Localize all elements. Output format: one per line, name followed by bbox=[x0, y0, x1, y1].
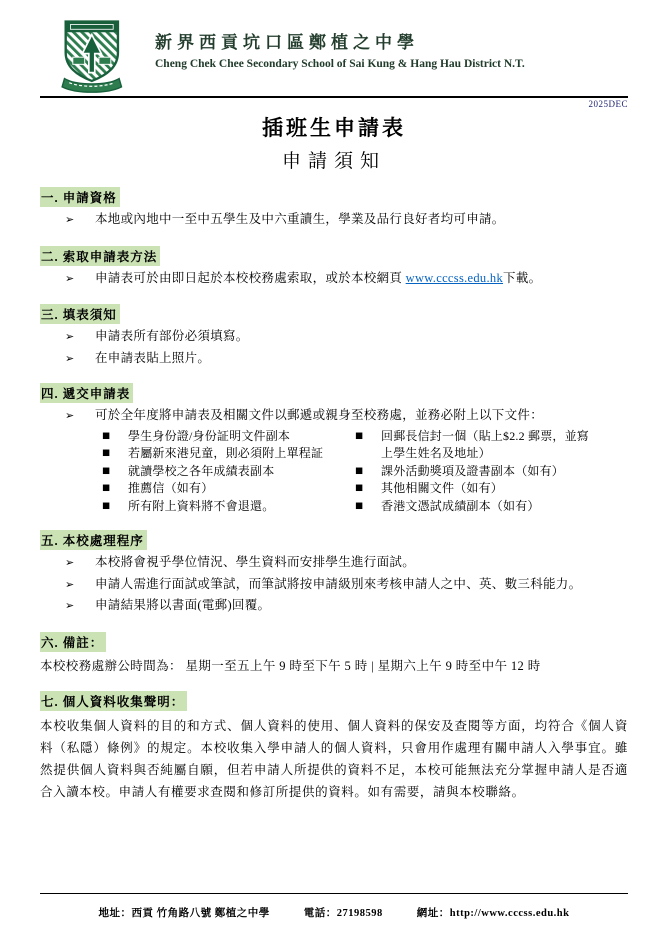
bullet-text: 申請人需進行面試或筆試，而筆試將按申請級別來考核申請人之中、英、數三科能力。 bbox=[95, 576, 582, 591]
school-name-english: Cheng Chek Chee Secondary School of Sai Kung & Hang Hau District N.T. bbox=[155, 58, 525, 70]
document-item bbox=[102, 463, 355, 481]
footer-phone: 電話：27198598 bbox=[303, 908, 383, 919]
section-submission bbox=[40, 383, 628, 515]
section-form-filling bbox=[40, 304, 628, 367]
page-footer bbox=[40, 893, 628, 920]
section-heading: 五. 本校處理程序 bbox=[40, 530, 147, 550]
bullet-item bbox=[40, 554, 628, 572]
document-text: 所有附上資料將不會退還。 bbox=[128, 498, 275, 513]
bullet-item bbox=[40, 407, 628, 425]
square-bullet-icon: ■ bbox=[102, 448, 111, 458]
document-text: 上學生姓名及地址） bbox=[381, 446, 491, 460]
footer-address: 地址：西貢 竹角路八號 鄭植之中學 bbox=[98, 908, 270, 919]
section-heading: 七. 個人資料收集聲明： bbox=[40, 691, 187, 711]
document-text: 若屬新來港兒童，則必須附上單程証 bbox=[128, 446, 324, 460]
arrow-bullet-icon: ➢ bbox=[65, 351, 75, 365]
bullet-text: 申請結果將以書面(電郵)回覆。 bbox=[95, 598, 271, 612]
square-bullet-icon: ■ bbox=[355, 430, 364, 441]
arrow-bullet-icon: ➢ bbox=[65, 409, 75, 422]
page-subtitle: 申請須知 bbox=[281, 151, 386, 172]
square-bullet-icon: ■ bbox=[102, 483, 111, 493]
section-eligibility bbox=[40, 187, 628, 229]
document-item bbox=[102, 498, 355, 516]
bullet-text-pre: 申請表可於由即日起於本校校務處索取，或於本校網頁 bbox=[95, 270, 406, 285]
bullet-item bbox=[40, 350, 628, 368]
arrow-bullet-icon: ➢ bbox=[65, 330, 75, 343]
document-text: 就讀學校之各年成績表副本 bbox=[128, 463, 275, 478]
bullet-item bbox=[40, 328, 628, 346]
document-item bbox=[355, 428, 628, 446]
arrow-bullet-icon: ➢ bbox=[65, 556, 75, 569]
footer-website: 網址：http://www.cccss.edu.hk bbox=[416, 908, 570, 919]
personal-data-statement-text: 本校收集個人資料的目的和方式、個人資料的使用、個人資料的保安及查閱等方面，均符合《個人資料（私隱）條例》的規定。本校收集入學申請人的個人資料，只會用作處理有關申請人入學事宜。雖然提供個人資料與否純屬自願，但若申請人所提供的資料不足，本校可能無法充分掌握申請人是否適合入讀本校。申請人有權要求查閱和修訂所提供的資料。如有需要，請與本校聯絡。 bbox=[40, 718, 628, 799]
document-text: 其他相關文件（如有） bbox=[381, 481, 504, 495]
square-bullet-icon: ■ bbox=[102, 500, 111, 511]
document-item bbox=[355, 498, 628, 516]
document-item bbox=[355, 463, 628, 481]
document-text: 推薦信（如有） bbox=[128, 481, 214, 495]
bullet-text bbox=[95, 270, 541, 288]
documents-column-left bbox=[102, 428, 355, 516]
section-heading: 二. 索取申請表方法 bbox=[40, 246, 160, 266]
bullet-item bbox=[40, 211, 628, 229]
header-divider bbox=[40, 96, 628, 98]
square-bullet-icon: ■ bbox=[102, 465, 111, 476]
bullet-text-post: 下載。 bbox=[503, 270, 542, 285]
section-heading: 四. 遞交申請表 bbox=[40, 383, 133, 403]
school-website-link[interactable]: www.cccss.edu.hk bbox=[405, 270, 504, 285]
arrow-bullet-icon: ➢ bbox=[65, 599, 75, 612]
document-code: 2025DEC bbox=[588, 99, 628, 109]
document-item bbox=[102, 480, 355, 498]
documents-column-right bbox=[355, 428, 628, 516]
section-obtain-form bbox=[40, 246, 628, 288]
document-item bbox=[102, 428, 355, 446]
bullet-item bbox=[40, 597, 628, 615]
document-text: 回郵長信封一個（貼上$2.2 郵票，並寫 bbox=[381, 428, 590, 443]
section-heading: 三. 填表須知 bbox=[40, 304, 120, 324]
arrow-bullet-icon: ➢ bbox=[65, 271, 75, 285]
bullet-text: 本校將會視乎學位情況、學生資料而安排學生進行面試。 bbox=[95, 555, 416, 569]
school-name-block bbox=[155, 28, 525, 70]
square-bullet-icon: ■ bbox=[102, 430, 111, 441]
section-remarks bbox=[40, 632, 628, 676]
bullet-text: 可於全年度將申請表及相關文件以郵遞或親身至校務處，並務必附上以下文件： bbox=[95, 408, 544, 422]
arrow-bullet-icon: ➢ bbox=[65, 577, 75, 591]
square-bullet-icon: ■ bbox=[355, 500, 364, 511]
section-personal-data-statement bbox=[40, 691, 628, 803]
bullet-item bbox=[40, 270, 628, 288]
document-text: 香港文憑試成績副本（如有） bbox=[381, 498, 540, 513]
document-text: 學生身份證/身份証明文件副本 bbox=[128, 428, 291, 443]
document-item bbox=[102, 445, 355, 463]
school-name-chinese: 新界西貢坑口區鄭植之中學 bbox=[155, 33, 419, 52]
letterhead bbox=[40, 18, 628, 94]
page-title: 插班生申請表 bbox=[262, 116, 406, 140]
required-documents-list bbox=[40, 428, 628, 516]
square-bullet-icon: ■ bbox=[355, 465, 364, 476]
square-bullet-icon: ■ bbox=[355, 483, 364, 493]
bullet-text: 在申請表貼上照片。 bbox=[95, 350, 211, 365]
arrow-bullet-icon: ➢ bbox=[65, 213, 75, 226]
section-heading: 一. 申請資格 bbox=[40, 187, 120, 207]
bullet-text: 本地或內地中一至中五學生及中六重讀生，學業及品行良好者均可申請。 bbox=[95, 212, 505, 226]
school-crest-logo bbox=[57, 18, 129, 94]
bullet-item bbox=[40, 576, 628, 594]
document-text: 課外活動獎項及證書副本（如有） bbox=[381, 463, 565, 478]
section-processing bbox=[40, 530, 628, 615]
bullet-text: 申請表所有部份必須填寫。 bbox=[95, 329, 249, 343]
section-heading: 六. 備註： bbox=[40, 632, 106, 652]
footer-contact-line bbox=[40, 905, 628, 920]
document-item bbox=[355, 480, 628, 498]
office-hours: 本校校務處辦公時間為： 星期一至五上午 9 時至下午 5 時 | 星期六上午 9 時至中午 12 時 bbox=[40, 658, 541, 673]
document-item-continuation bbox=[355, 445, 628, 463]
footer-divider bbox=[40, 893, 628, 894]
